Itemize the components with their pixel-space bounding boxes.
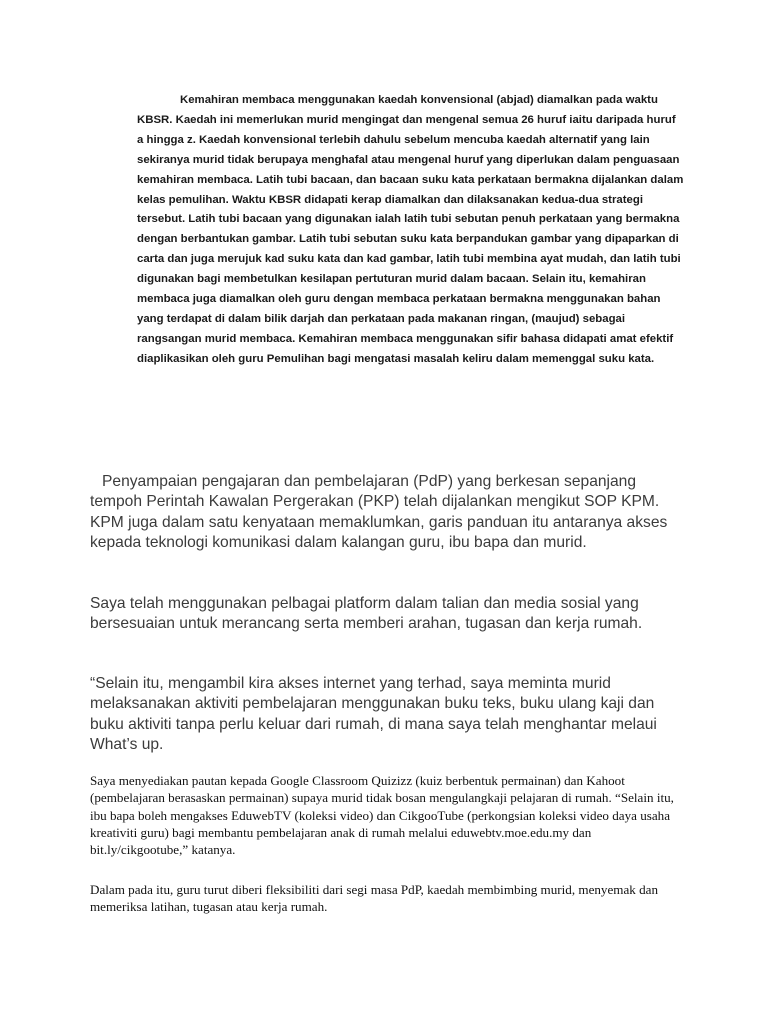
paragraph-kemahiran-membaca: Kemahiran membaca menggunakan kaedah konvensional (abjad) diamalkan pada waktu KBSR. Kaedah ini memerlukan murid mengingat dan mengenal semua 26 huruf iaitu daripada huruf a hingga z. Kaedah konvensional terlebih dahulu sebelum mencuba kaedah alternatif yang lain sekiranya murid tidak berupaya menghafal atau mengenal huruf yang diperlukan dalam penguasaan kemahiran membaca. Latih tubi bacaan, dan bacaan suku kata perkataan bermakna dijalankan dalam kelas pemulihan. Waktu KBSR didapati kerap diamalkan dan dilaksanakan kedua-dua strategi tersebut. Latih tubi bacaan yang digunakan ialah latih tubi sebutan penuh perkataan yang bermakna dengan berbantukan gambar. Latih tubi sebutan suku kata berpandukan gambar yang dipaparkan di carta dan juga merujuk kad suku kata dan kad gambar, latih tubi membina ayat mudah, dan latih tubi digunakan bagi membetulkan kesilapan pertuturan murid dalam bacaan. Selain itu, kemahiran membaca juga diamalkan oleh guru dengan membaca perkataan bermakna menggunakan bahan yang terdapat di dalam bilik darjah dan perkataan pada makanan ringan, (maujud) sebagai rangsangan murid membaca. Kemahiran membaca menggunakan sifir bahasa didapati amat efektif diaplikasikan oleh guru Pemulihan bagi mengatasi masalah keliru dalam memenggal suku kata. <box>137 94 684 365</box>
paragraph-fleksibiliti-masa: Dalam pada itu, guru turut diberi fleksibiliti dari segi masa PdP, kaedah membimbing murid, menyemak dan memeriksa latihan, tugasan atau kerja rumah. <box>90 882 659 915</box>
paragraph-pautan-google-classroom: Saya menyediakan pautan kepada Google Classroom Quizizz (kuiz berbentuk permainan) dan Kahoot (pembelajaran berasaskan permainan) supaya murid tidak bosan mengulangkaji pelajaran di rumah. “Selain itu, ibu bapa boleh mengakses EduwebTV (koleksi video) dan CikgooTube (perkongsian koleksi video daya usaha kreativiti guru) bagi membantu pembelajaran anak di rumah melalui eduwebtv.moe.edu.my dan bit.ly/cikgootube,” katanya. <box>90 773 674 858</box>
paragraph-platform-dalam-talian: Saya telah menggunakan pelbagai platform dalam talian dan media sosial yang bersesuaian untuk merancang serta memberi arahan, tugasan dan kerja rumah. <box>90 595 643 633</box>
paragraph-akses-internet: “Selain itu, mengambil kira akses internet yang terhad, saya meminta murid melaksanakan aktiviti pembelajaran menggunakan buku teks, buku ulang kaji dan buku aktiviti tanpa perlu keluar dari rumah, di mana saya telah menghantar melaui What’s up. <box>90 675 657 753</box>
paragraph-penyampaian-pdp: Penyampaian pengajaran dan pembelajaran (PdP) yang berkesan sepanjang tempoh Perintah Kawalan Pergerakan (PKP) telah dijalankan mengikut SOP KPM. KPM juga dalam satu kenyataan memaklumkan, garis panduan itu antaranya akses kepada teknologi komunikasi dalam kalangan guru, ibu bapa dan murid. <box>90 473 668 551</box>
